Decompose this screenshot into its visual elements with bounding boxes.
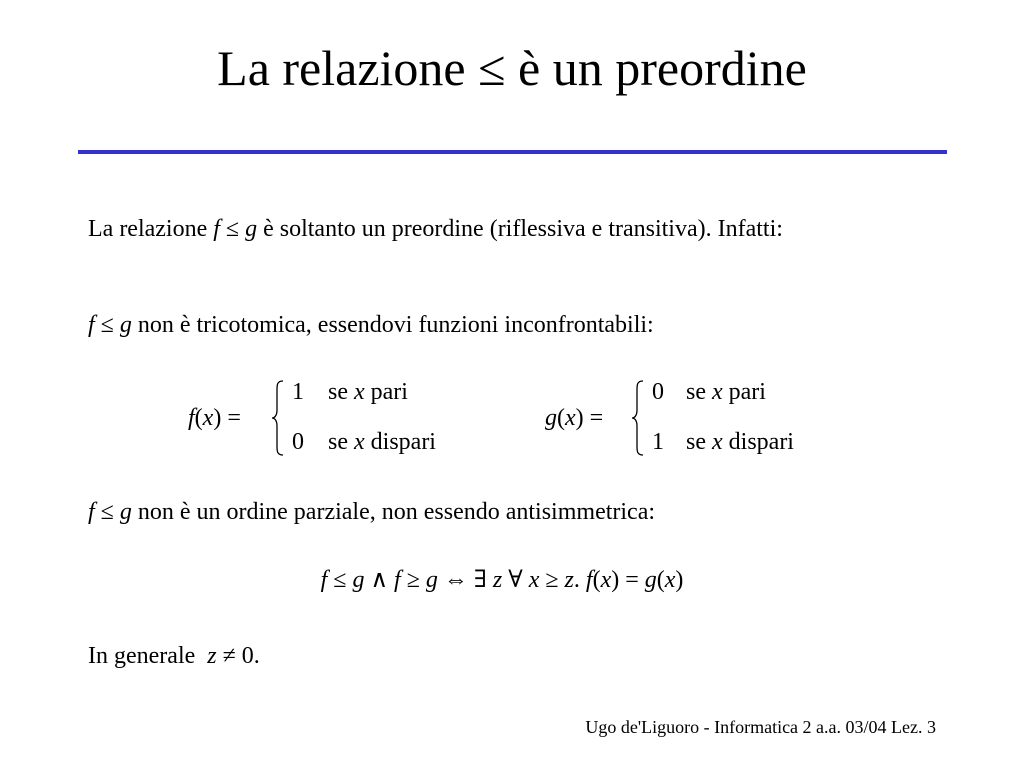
tricotomy-text: non è tricotomica, essendovi funzioni inconfrontabili: — [131, 312, 654, 338]
open-paren: ( — [656, 567, 665, 593]
left-brace-icon — [270, 380, 286, 456]
symbol-g: g — [245, 216, 258, 242]
symbol-x: x — [600, 567, 612, 593]
dot: . — [573, 567, 586, 593]
le-symbol: ≤ — [327, 567, 353, 593]
close-paren-eq: ) = — [213, 405, 241, 431]
general-line — [88, 641, 260, 671]
open-paren: ( — [557, 405, 565, 431]
forall-symbol: ∀ — [502, 567, 529, 593]
symbol-g: g — [352, 567, 365, 593]
ge-symbol: ≥ — [400, 567, 426, 593]
symbol-f: f — [394, 567, 401, 593]
symbol-g: g — [425, 567, 438, 593]
open-paren: ( — [592, 567, 601, 593]
neq-zero: ≠ 0. — [216, 643, 260, 669]
case-cond: dispari — [370, 429, 436, 455]
symbol-x: x — [664, 567, 676, 593]
symbol-f: f — [320, 567, 328, 593]
var-x: x — [565, 405, 576, 431]
intro-line — [88, 214, 783, 244]
case-value: 1 — [292, 379, 304, 405]
symbol-f: f — [88, 312, 95, 338]
case-cond: pari — [370, 379, 408, 405]
and-symbol: ∧ — [364, 567, 395, 593]
close-paren-eq: ) = — [575, 405, 604, 431]
title-underline — [78, 150, 947, 154]
case-x: x — [354, 429, 365, 455]
case-value: 0 — [652, 379, 664, 405]
case-value: 0 — [292, 429, 304, 455]
open-paren: ( — [194, 405, 203, 431]
g-case-1 — [652, 377, 664, 407]
case-se: se — [328, 429, 348, 455]
le-symbol: ≤ — [94, 499, 120, 525]
f-lhs — [188, 403, 241, 433]
antisymmetry-line — [88, 497, 655, 527]
f-case-1 — [292, 377, 304, 407]
g-name: g — [545, 405, 557, 431]
g-lhs — [545, 403, 603, 433]
intro-text-rest: è soltanto un preordine (riflessiva e transitiva). Infatti: — [257, 216, 783, 242]
general-text: In generale — [88, 643, 208, 669]
antisymmetry-text: non è un ordine parziale, non essendo antisimmetrica: — [131, 499, 656, 525]
case-se: se — [328, 379, 348, 405]
g-case-1-cond — [686, 377, 766, 407]
symbol-f: f — [585, 567, 593, 593]
case-cond: dispari — [728, 429, 794, 455]
iff-symbol: ⇔ — [437, 567, 474, 593]
tricotomy-line — [88, 310, 654, 340]
case-x: x — [354, 379, 365, 405]
symbol-z: z — [492, 567, 503, 593]
symbol-g: g — [119, 499, 132, 525]
close-paren: ) — [675, 567, 684, 593]
var-x: x — [202, 405, 214, 431]
left-brace-icon — [630, 380, 646, 456]
exists-symbol: ∃ — [473, 567, 493, 593]
g-case-2 — [652, 427, 664, 457]
le-symbol: ≤ — [94, 312, 120, 338]
f-case-2-cond — [328, 427, 436, 457]
case-x: x — [712, 429, 723, 455]
ge-symbol: ≥ — [539, 567, 565, 593]
symbol-f: f — [88, 499, 95, 525]
antisymmetry-formula — [0, 565, 1004, 595]
symbol-z: z — [207, 643, 217, 669]
case-se: se — [686, 379, 706, 405]
intro-text: La relazione — [88, 216, 214, 242]
case-se: se — [686, 429, 706, 455]
slide-title: La relazione ≤ è un preordine — [217, 40, 807, 96]
f-case-2 — [292, 427, 304, 457]
f-case-1-cond — [328, 377, 408, 407]
g-case-2-cond — [686, 427, 794, 457]
f-name: f — [188, 405, 195, 431]
eq-symbol: ) = — [611, 567, 645, 593]
case-value: 1 — [652, 429, 664, 455]
symbol-z: z — [564, 567, 574, 593]
symbol-g: g — [644, 567, 657, 593]
case-cond: pari — [728, 379, 766, 405]
symbol-g: g — [119, 312, 132, 338]
le-symbol: ≤ — [219, 216, 246, 242]
case-x: x — [712, 379, 723, 405]
symbol-f: f — [213, 216, 220, 242]
symbol-x: x — [528, 567, 540, 593]
slide-footer: Ugo de'Liguoro - Informatica 2 a.a. 03/04 Lez. 3 — [585, 717, 936, 737]
